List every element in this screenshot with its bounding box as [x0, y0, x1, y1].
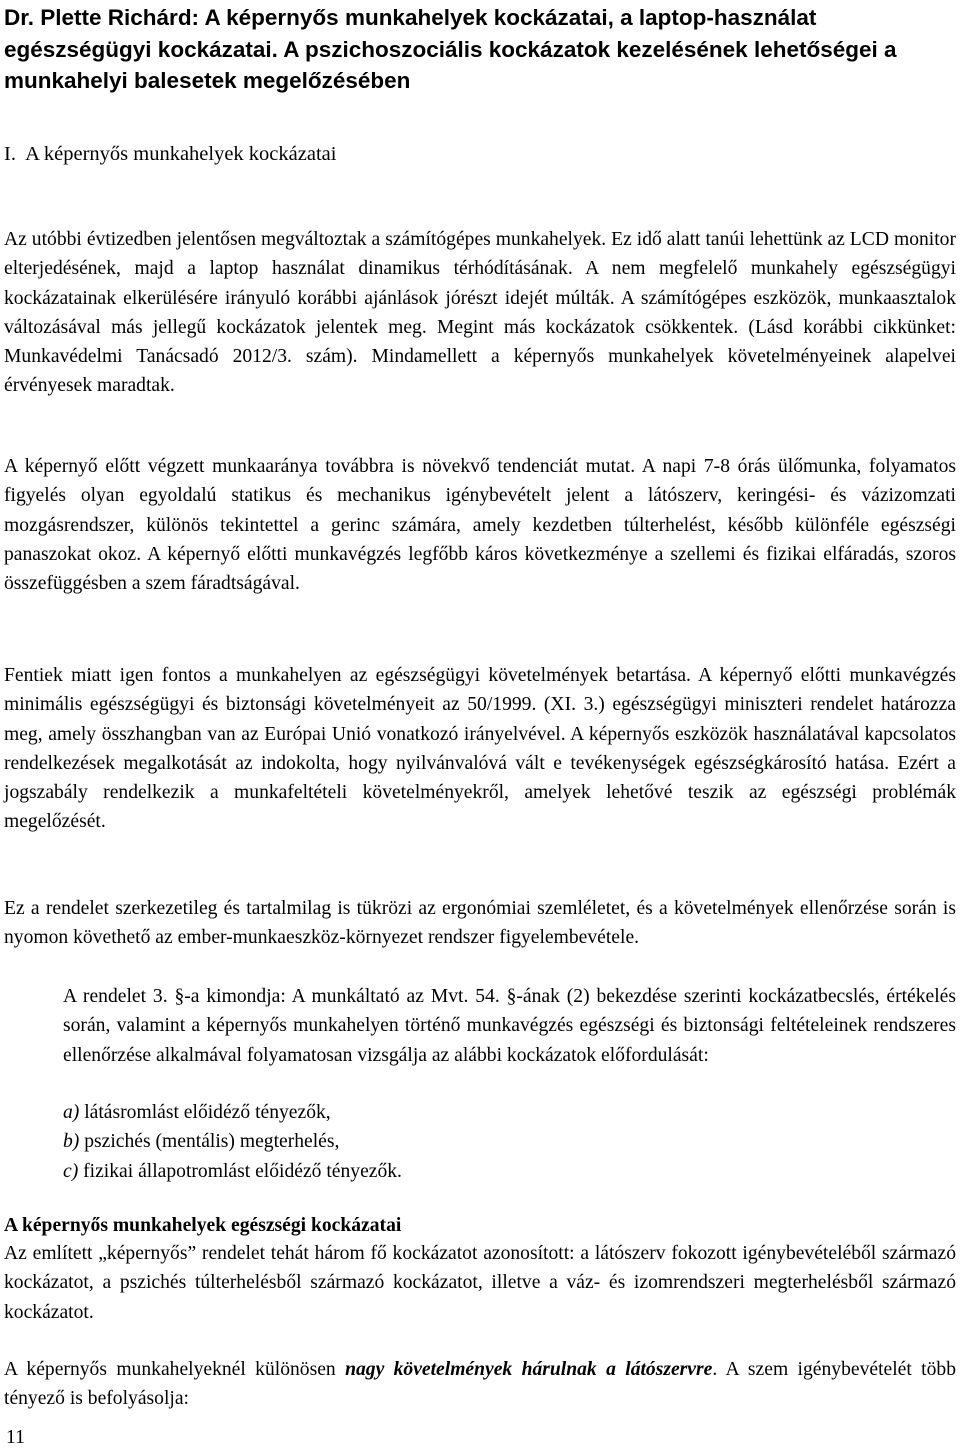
- list-item: [63, 1098, 402, 1127]
- page-number: 11: [6, 1427, 25, 1448]
- text-run: . A szem igénybevételét több tényező is befolyásolja:: [4, 1359, 956, 1410]
- section-heading: I. A képernyős munkahelyek kockázatai: [4, 143, 337, 165]
- text-run: A képernyős munkahelyeknél különösen: [4, 1359, 346, 1380]
- subsection-heading: A képernyős munkahelyek egészségi kockázatai: [4, 1215, 402, 1236]
- paragraph-intro: Az utóbbi évtizedben jelentősen megváltoztak a számítógépes munkahelyek. Ez idő alatt tanúi lehettünk az LCD monitor elterjedésének, majd a laptop használat dinamikus térhódításának. A nem megfelelő munkahely egészségügyi kockázatainak elkerülésére irányuló korábbi ajánlások jórészt idejét múlták. A számítógépes eszközök, munkaasztalok változásával más jellegű kockázatok jelentek meg. Megint más kockázatok csökkentek. (Lásd korábbi cikkünket: Munkavédelmi Tanácsadó 2012/3. szám). Mindamellett a képernyős munkahelyek követelményeinek alapelvei érvényesek maradtak.: [4, 229, 956, 397]
- paragraph-screen-work: A képernyő előtt végzett munkaaránya továbbra is növekvő tendenciát mutat. A napi 7-8 órás ülőmunka, folyamatos figyelés olyan egyoldalú statikus és mechanikus igénybevételt jelent a látószerv, keringési- és vázizomzati mozgásrendszer, különös tekintettel a gerinc számára, amely kezdetben túlterhelést, később különféle egészségi panaszokat okoz. A képernyő előtti munkavégzés legfőbb káros következménye a szellemi és fizikai elfáradás, szoros összefüggésben a szem fáradtságával.: [4, 456, 956, 595]
- list-item-text: látásromlást előidéző tényezők,: [79, 1102, 331, 1123]
- document-title: Dr. Plette Richárd: A képernyős munkahelyek kockázatai, a laptop-használat egészségügyi kockázatai. A pszichoszociális kockázatok kezelésének lehetőségei a munkahelyi balesetek megelőzésében: [4, 5, 897, 93]
- list-marker: b): [63, 1131, 80, 1153]
- paragraph-visual-strain: [4, 1355, 956, 1414]
- list-item: [63, 1127, 402, 1156]
- paragraph-risk-assessment: A rendelet 3. §-a kimondja: A munkáltató az Mvt. 54. §-ának (2) bekezdése szerinti kockázatbecslés, értékelés során, valamint a képernyős munkahelyen történő munkavégzés egészségi és biztonsági feltételeinek rendszeres ellenőrzése alkalmával folyamatosan vizsgálja az alábbi kockázatok előfordulását:: [63, 986, 956, 1066]
- paragraph-three-risks: Az említett „képernyős” rendelet tehát három fő kockázatot azonosított: a látószerv fokozott igénybevételéből származó kockázatot, a pszichés túlterhelésből származó kockázatot, illetve a váz- és izomrendszeri megterhelésből származó kockázatot.: [4, 1243, 956, 1323]
- risk-list: [63, 1098, 402, 1186]
- list-item-text: pszichés (mentális) megterhelés,: [79, 1131, 340, 1153]
- paragraph-ergonomics: Ez a rendelet szerkezetileg és tartalmilag is tükrözi az ergonómiai szemléletet, és a követelmények ellenőrzése során is nyomon követhető az ember-munkaeszköz-környezet rendszer figyelembevétele.: [4, 898, 956, 949]
- emphasis-text: nagy követelmények hárulnak a látószervre: [345, 1359, 713, 1380]
- paragraph-regulation: Fentiek miatt igen fontos a munkahelyen az egészségügyi követelmények betartása. A képernyő előtti munkavégzés minimális egészségügyi és biztonsági követelményeit az 50/1999. (XI. 3.) egészségügyi miniszteri rendelet határozza meg, amely összhangban van az Európai Unió vonatkozó irányelvével. A képernyős eszközök használatával kapcsolatos rendelkezések megalkotását az indokolta, hogy nyilvánvalóvá vált e tevékenységek egészségkárosító hatása. Ezért a jogszabály rendelkezik a munkafeltételi követelményekről, amelyek lehetővé teszik az egészségi problémák megelőzését.: [4, 665, 956, 833]
- list-marker: a): [63, 1102, 80, 1123]
- list-item: [63, 1157, 402, 1186]
- list-item-text: fizikai állapotromlást előidéző tényezők.: [78, 1160, 402, 1182]
- list-marker: c): [63, 1160, 79, 1182]
